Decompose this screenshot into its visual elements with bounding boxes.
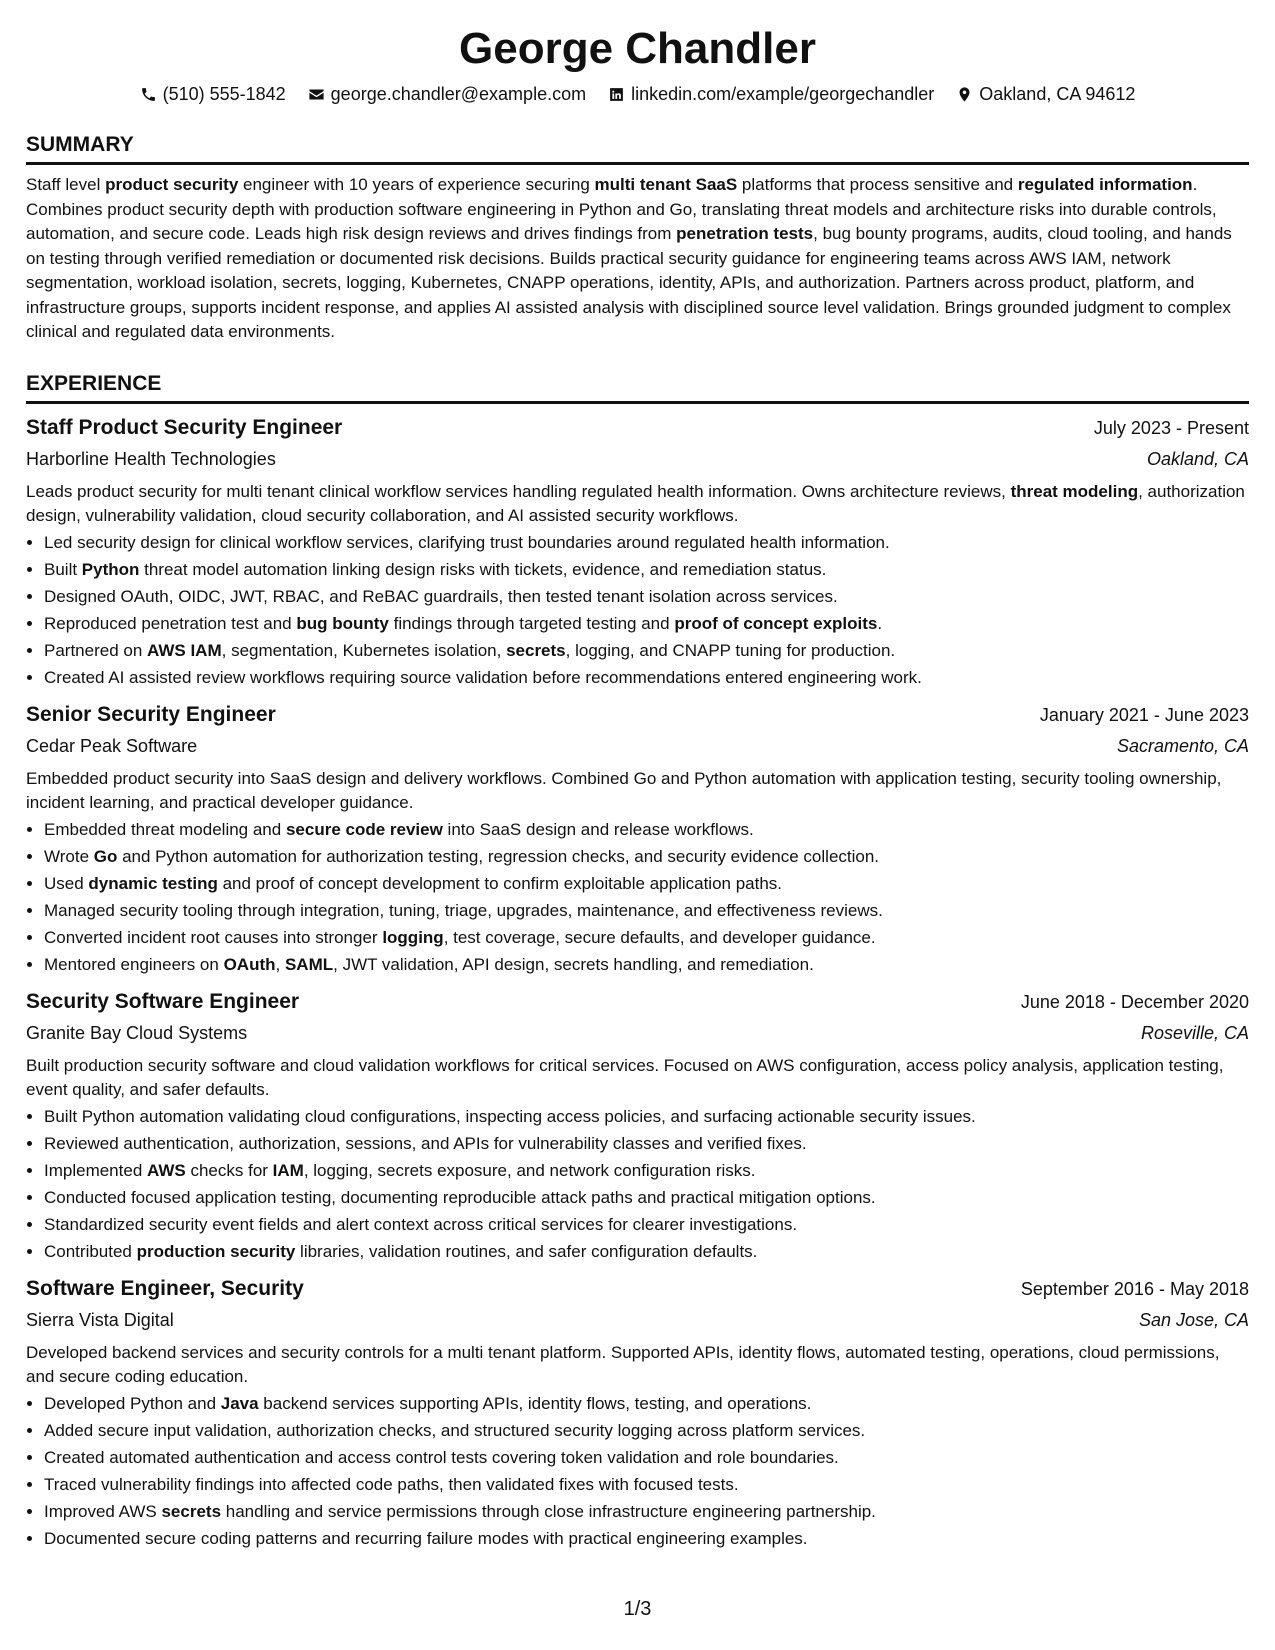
job-description: Leads product security for multi tenant clinical workflow services handling regulated health information. Owns architecture reviews, threat modeling, authorization design, vulnerability validation, cloud security collaboration, and AI assisted security workflows. — [26, 481, 1245, 525]
bold-keyword: Python — [81, 559, 140, 579]
job-company: Granite Bay Cloud Systems — [26, 1022, 248, 1043]
bold-keyword: AWS IAM — [147, 640, 222, 660]
job-dates: July 2023 - Present — [1093, 417, 1249, 438]
job-location: Oakland, CA — [1146, 448, 1249, 469]
bullet-item: • Documented secure coding patterns and recurring failure modes with practical engineering examples. — [44, 1525, 1249, 1552]
job-location: Sacramento, CA — [1116, 735, 1249, 756]
job-company: Cedar Peak Software — [26, 735, 198, 756]
summary-paragraph: Staff level product security engineer with 10 years of experience securing multi tenant SaaS platforms that process sensitive and regulated information. Combines product security depth with production software engineering in Python and Go, translating threat models and architecture risks into durable controls, automation, and secure code. Leads high risk design reviews and drives findings from penetration tests, bug bounty programs, audits, cloud tooling, and hands on testing through verified remediation or documented risk decisions. Builds practical security guidance for engineering teams across AWS IAM, network segmentation, workload isolation, secrets, logging, Kubernetes, CNAPP operations, identity, APIs, and authorization. Partners across product, platform, and infrastructure groups, supports incident response, and applies AI assisted analysis with disciplined source level validation. Brings grounded judgment to complex clinical and regulated data environments. — [26, 175, 1232, 341]
job-header-row — [26, 986, 1249, 1018]
job-title: Staff Product Security Engineer — [26, 415, 343, 439]
bullet-item: • Implemented AWS checks for IAM, logging, secrets exposure, and network configuration risks. — [44, 1157, 1249, 1184]
job-company: Sierra Vista Digital — [26, 1309, 174, 1330]
bullet-item: • Built Python automation validating cloud configurations, inspecting access policies, and surfacing actionable security issues. — [44, 1103, 1249, 1130]
job-company: Harborline Health Technologies — [26, 448, 276, 469]
phone-text: (510) 555-1842 — [162, 84, 286, 104]
bullet-item: • Designed OAuth, OIDC, JWT, RBAC, and ReBAC guardrails, then tested tenant isolation across services. — [44, 583, 1249, 610]
bold-keyword: production security — [136, 1241, 296, 1261]
bold-keyword: regulated information — [1017, 175, 1193, 194]
job-description: Embedded product security into SaaS design and delivery workflows. Combined Go and Python automation with application testing, security tooling ownership, incident learning, and practical developer guidance. — [26, 768, 1222, 812]
bullet-item: • Embedded threat modeling and secure code review into SaaS design and release workflows. — [44, 816, 1249, 843]
job-bullets — [26, 529, 1249, 691]
job-entry — [26, 699, 1249, 978]
bullet-item: • Traced vulnerability findings into affected code paths, then validated fixes with focused tests. — [44, 1471, 1249, 1498]
bullet-item: • Standardized security event fields and alert context across critical services for clearer investigations. — [44, 1211, 1249, 1238]
job-company-row — [26, 1305, 1249, 1336]
bullet-item: • Partnered on AWS IAM, segmentation, Kubernetes isolation, secrets, logging, and CNAPP tuning for production. — [44, 637, 1249, 664]
job-entry — [26, 412, 1249, 691]
job-bullets — [26, 1390, 1249, 1552]
bullet-item: • Conducted focused application testing, documenting reproducible attack paths and practical mitigation options. — [44, 1184, 1249, 1211]
bold-keyword: multi tenant SaaS — [594, 175, 738, 194]
job-bullets — [26, 1103, 1249, 1265]
bold-keyword: dynamic testing — [88, 873, 218, 893]
bold-keyword: penetration tests — [676, 224, 814, 243]
bold-keyword: bug bounty — [296, 613, 389, 633]
bold-keyword: OAuth — [223, 954, 276, 974]
bullet-item: • Converted incident root causes into stronger logging, test coverage, secure defaults, and developer guidance. — [44, 924, 1249, 951]
job-description: Developed backend services and security controls for a multi tenant platform. Supported APIs, identity flows, automated testing, operations, cloud permissions, and secure coding education. — [26, 1342, 1220, 1386]
resume-page — [26, 0, 1249, 1552]
bullet-item: • Created automated authentication and access control tests covering token validation and role boundaries. — [44, 1444, 1249, 1471]
job-title: Software Engineer, Security — [26, 1276, 304, 1300]
job-title: Security Software Engineer — [26, 989, 300, 1013]
bold-keyword: logging — [382, 927, 444, 947]
bullet-item: • Led security design for clinical workflow services, clarifying trust boundaries around regulated health information. — [44, 529, 1249, 556]
bullet-item: • Created AI assisted review workflows requiring source validation before recommendations entered engineering work. — [44, 664, 1249, 691]
bold-keyword: secrets — [161, 1501, 222, 1521]
contact-location — [956, 82, 1135, 106]
linkedin-text: linkedin.com/example/georgechandler — [631, 84, 935, 104]
bold-keyword: product security — [105, 175, 239, 194]
bullet-item: • Mentored engineers on OAuth, SAML, JWT validation, API design, secrets handling, and remediation. — [44, 951, 1249, 978]
bold-keyword: Go — [93, 846, 118, 866]
page-indicator: 1/3 — [623, 1598, 652, 1620]
bullet-item: • Reviewed authentication, authorization, sessions, and APIs for vulnerability classes and verified fixes. — [44, 1130, 1249, 1157]
bullet-item: • Contributed production security libraries, validation routines, and safer configuration defaults. — [44, 1238, 1249, 1265]
job-dates: September 2016 - May 2018 — [1020, 1278, 1249, 1299]
bold-keyword: AWS — [147, 1160, 186, 1180]
job-company-row — [26, 1018, 1249, 1049]
job-entry — [26, 986, 1249, 1265]
job-location: Roseville, CA — [1140, 1022, 1249, 1043]
location-text: Oakland, CA 94612 — [979, 84, 1136, 104]
bullet-item: • Wrote Go and Python automation for authorization testing, regression checks, and security evidence collection. — [44, 843, 1249, 870]
phone-icon — [140, 86, 157, 103]
bullet-item: • Managed security tooling through integration, tuning, triage, upgrades, maintenance, and effectiveness reviews. — [44, 897, 1249, 924]
summary-heading: SUMMARY — [26, 130, 1249, 165]
bullet-item: • Added secure input validation, authorization checks, and structured security logging across platform services. — [44, 1417, 1249, 1444]
job-entry — [26, 1273, 1249, 1552]
candidate-name: George Chandler — [459, 24, 816, 73]
bullet-item: • Used dynamic testing and proof of concept development to confirm exploitable application paths. — [44, 870, 1249, 897]
job-header-row — [26, 1273, 1249, 1305]
bullet-item: • Improved AWS secrets handling and service permissions through close infrastructure engineering partnership. — [44, 1498, 1249, 1525]
job-bullets — [26, 816, 1249, 978]
contact-email[interactable] — [308, 82, 586, 106]
bold-keyword: IAM — [272, 1160, 304, 1180]
email-text: george.chandler@example.com — [330, 84, 587, 104]
job-dates: June 2018 - December 2020 — [1020, 991, 1249, 1012]
job-company-row — [26, 731, 1249, 762]
contact-phone[interactable] — [140, 82, 286, 106]
job-company-row — [26, 444, 1249, 475]
job-header-row — [26, 699, 1249, 731]
job-title: Senior Security Engineer — [26, 702, 276, 726]
bold-keyword: proof of concept exploits — [674, 613, 878, 633]
bullet-item: • Reproduced penetration test and bug bounty findings through targeted testing and proof of concept exploits. — [44, 610, 1249, 637]
linkedin-icon — [608, 86, 625, 103]
experience-list — [26, 412, 1249, 1552]
bold-keyword: threat modeling — [1010, 481, 1139, 501]
bold-keyword: SAML — [284, 954, 334, 974]
job-header-row — [26, 412, 1249, 444]
job-location: San Jose, CA — [1138, 1309, 1249, 1330]
envelope-icon — [308, 86, 325, 103]
map-pin-icon — [956, 86, 973, 103]
bullet-item: • Developed Python and Java backend services supporting APIs, identity flows, testing, and operations. — [44, 1390, 1249, 1417]
job-description: Built production security software and cloud validation workflows for critical services. Focused on AWS configuration, access policy analysis, application testing, event quality, and safer defaults. — [26, 1055, 1224, 1099]
bullet-item: • Built Python threat model automation linking design risks with tickets, evidence, and remediation status. — [44, 556, 1249, 583]
bold-keyword: secure code review — [285, 819, 443, 839]
bold-keyword: secrets — [506, 640, 566, 660]
contact-bar — [26, 82, 1249, 106]
experience-heading: EXPERIENCE — [26, 369, 1249, 404]
bold-keyword: Java — [220, 1393, 259, 1413]
contact-linkedin[interactable] — [608, 82, 934, 106]
job-dates: January 2021 - June 2023 — [1039, 704, 1249, 725]
